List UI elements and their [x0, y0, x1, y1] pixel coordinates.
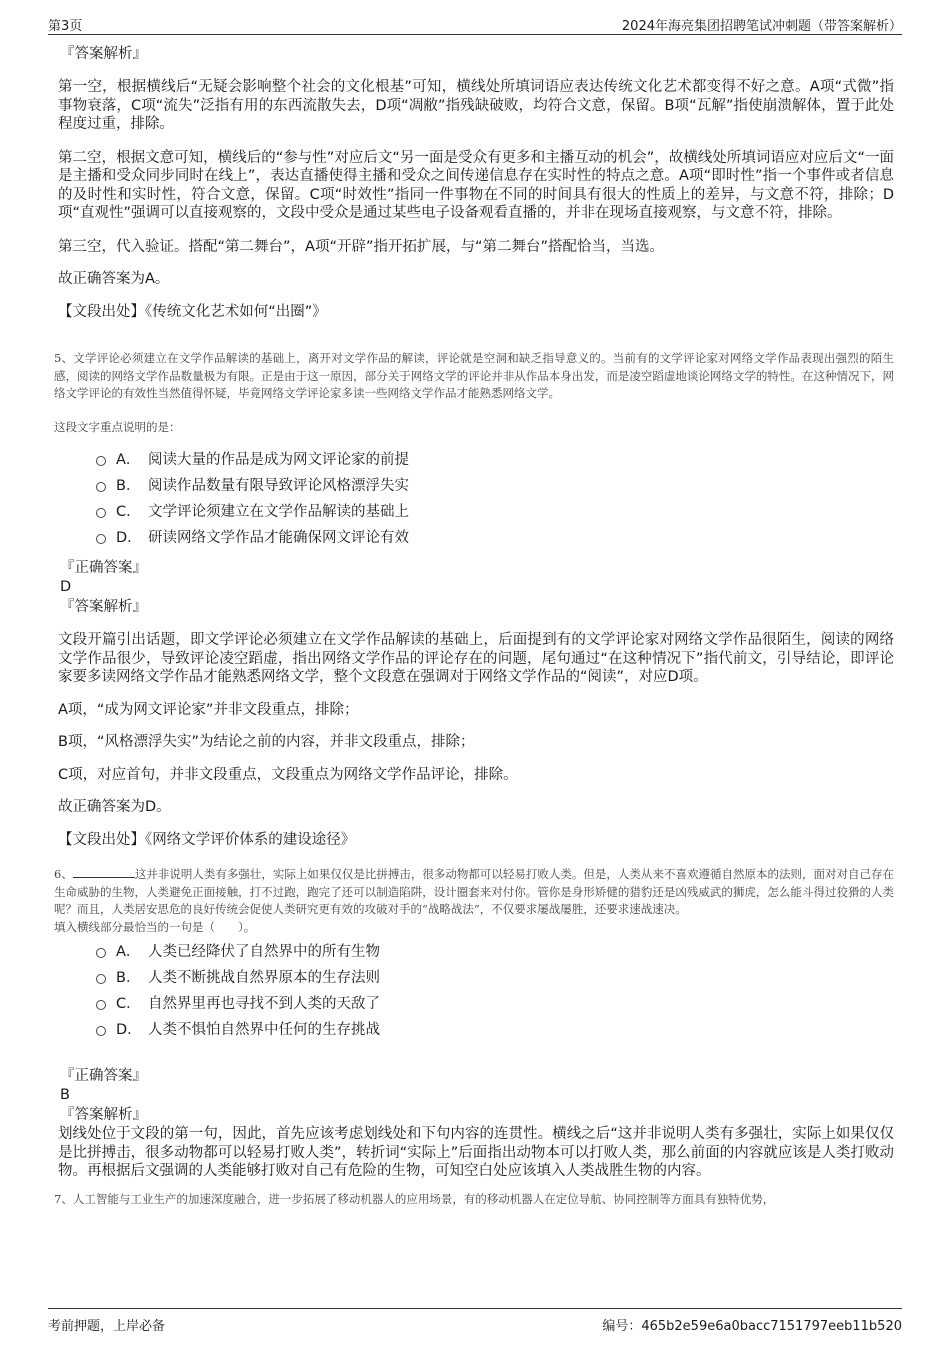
- q5-analysis-option-b: B项，“风格漂浮失实”为结论之前的内容，并非文段重点，排除；: [58, 734, 475, 750]
- q5-stem: 5、文学评论必须建立在文学作品解读的基础上，离开对文学作品的解读，评论就是空洞和缺乏指导意义的。当前有的文学评论家对网络文学作品表现出强烈的陌生感，阅读的网络文学作品数量极为有限。正是由于这一原因，部分关于网络文学的评论并非从作品本身出发，而是凌空蹈虚地谈论网络文学的特性。在这种情况下，网络文学评论的有效性当然值得怀疑，毕竟网络文学评论家多读一些网络文学作品才能熟悉网络文学。: [54, 351, 894, 400]
- q5-option-d[interactable]: D． 研读网络文学作品才能确保网文评论有效: [96, 528, 894, 554]
- q5-source: 【文段出处】《网络文学评价体系的建设途径》: [58, 831, 356, 848]
- q6-correct-label: 『正确答案』: [60, 1068, 147, 1084]
- q5-correct-label: 『正确答案』: [60, 560, 147, 576]
- q5-analysis-option-c: C项，对应首句，并非文段重点，文段重点为网络文学作品评论，排除。: [58, 766, 518, 783]
- radio-icon[interactable]: [96, 948, 106, 958]
- q4-analysis-para-2: 第二空，根据文意可知，横线后的“参与性”对应后文“另一面是受众有更多和主播互动的机会”，故横线处所填词语应对应后文“一面是主播和受众同步同时在线上”，表达直播使得主播和受众之间传递信息存在实时性的特点之意。A项“即时性”指一个事件或者信息的及时性和实时性，符合文意，保留。C项“时效性”指同一件事物在不同的时间具有很大的性质上的差异，与文意不符，排除；D项“直观性”强调可以直接观察的，文段中受众是通过某些电子设备观看直播的，并非在现场直接观察，与文意不符，排除。: [58, 149, 894, 221]
- q5-correct-answer: D: [60, 579, 72, 595]
- document-code: 编号：465b2e59e6a0bacc7151797eeb11b520: [602, 1319, 902, 1334]
- q6-option-d[interactable]: D． 人类不惧怕自然界中任何的生存挑战: [96, 1020, 894, 1046]
- q4-answer-line: 故正确答案为A。: [58, 271, 170, 287]
- q4-source: 【文段出处】《传统文化艺术如何“出圈”》: [58, 303, 327, 320]
- q5-answer-line: 故正确答案为D。: [58, 799, 171, 815]
- q6-stem: 6、 这并非说明人类有多强壮，实际上如果仅仅是比拼搏击，很多动物都可以轻易打败人类。但是，人类从来不喜欢遵循自然原本的法则，面对对自己存在生命威胁的生物，人类避免正面接触，打不过跑，跑完了还可以制造陷阱，设计圈套来对付你。管你是身形矫健的猎豹还是凶残威武的狮虎，怎么能斗得过狡猾的人类呢？而且，人类居安思危的良好传统会促使人类研究更有效的攻破对手的“战略战法”，不仅要求屡战屡胜，还要求速战速决。: [54, 867, 894, 916]
- radio-icon[interactable]: [96, 1026, 106, 1036]
- page-header: [48, 12, 902, 35]
- q4-analysis-label: 『答案解析』: [60, 46, 147, 62]
- q7-stem: 7、人工智能与工业生产的加速深度融合，进一步拓展了移动机器人的应用场景，有的移动机器人在定位导航、协同控制等方面具有独特优势，: [54, 1191, 775, 1206]
- q6-option-a[interactable]: A． 人类已经降伏了自然界中的所有生物: [96, 942, 894, 968]
- q6-correct-answer: B: [60, 1087, 70, 1103]
- q5-analysis-option-a: A项，“成为网文评论家”并非文段重点，排除；: [58, 701, 359, 718]
- q6-prompt: 填入横线部分最恰当的一句是（ ）。: [54, 919, 256, 934]
- q5-question: 这段文字重点说明的是：: [54, 419, 181, 434]
- document-title: 2024年海亮集团招聘笔试冲刺题（带答案解析）: [621, 19, 902, 34]
- radio-icon[interactable]: [96, 456, 106, 466]
- q5-option-b[interactable]: B． 阅读作品数量有限导致评论风格漂浮失实: [96, 476, 894, 502]
- radio-icon[interactable]: [96, 508, 106, 518]
- radio-icon[interactable]: [96, 1000, 106, 1010]
- radio-icon[interactable]: [96, 974, 106, 984]
- q4-analysis-para-3: 第三空，代入验证。搭配“第二舞台”，A项“开辟”指开拓扩展，与“第二舞台”搭配恰当，当选。: [58, 238, 664, 255]
- q6-analysis-label: 『答案解析』: [60, 1107, 147, 1123]
- radio-icon[interactable]: [96, 534, 106, 544]
- q6-options: [58, 942, 894, 1046]
- q6-option-b[interactable]: B． 人类不断挑战自然界原本的生存法则: [96, 968, 894, 994]
- page-footer: [48, 1308, 902, 1335]
- q5-option-a[interactable]: A． 阅读大量的作品是成为网文评论家的前提: [96, 450, 894, 476]
- fill-blank: [73, 865, 135, 878]
- q6-option-c[interactable]: C． 自然界里再也寻找不到人类的天敌了: [96, 994, 894, 1020]
- q4-analysis-para-1: 第一空，根据横线后“无疑会影响整个社会的文化根基”可知，横线处所填词语应表达传统文化艺术都变得不好之意。A项“式微”指事物衰落，C项“流失”泛指有用的东西流散失去，D项“凋敝”指残缺破败，均符合文意，保留。B项“瓦解”指使崩溃解体，置于此处程度过重，排除。: [58, 79, 894, 132]
- q5-analysis-para-1: 文段开篇引出话题，即文学评论必须建立在文学作品解读的基础上，后面提到有的文学评论家对网络文学作品很陌生，阅读的网络文学作品很少，导致评论凌空蹈虚，指出网络文学作品的评论存在的问题，尾句通过“在这种情况下”指代前文，引导结论，即评论家要多读网络文学作品才能熟悉网络文学，整个文段意在强调对于网络文学作品的“阅读”，对应D项。: [58, 632, 894, 685]
- q5-options: [58, 450, 894, 554]
- footer-slogan: 考前押题，上岸必备: [48, 1319, 166, 1334]
- page-content: [54, 44, 894, 1208]
- radio-icon[interactable]: [96, 482, 106, 492]
- q6-analysis: 划线处位于文段的第一句，因此，首先应该考虑划线处和下句内容的连贯性。横线之后“这并非说明人类有多强壮，实际上如果仅仅是比拼搏击，很多动物都可以轻易打败人类”，转折词“实际上”后面指出动物本可以打败人类，那么前面的内容就应该是人类打败动物。再根据后文强调的人类能够打败对自己有危险的生物，可知空白处应该填入人类战胜生物的内容。: [58, 1126, 894, 1179]
- page-number: 第3页: [48, 19, 83, 34]
- q5-analysis-label: 『答案解析』: [60, 599, 147, 615]
- q5-option-c[interactable]: C． 文学评论须建立在文学作品解读的基础上: [96, 502, 894, 528]
